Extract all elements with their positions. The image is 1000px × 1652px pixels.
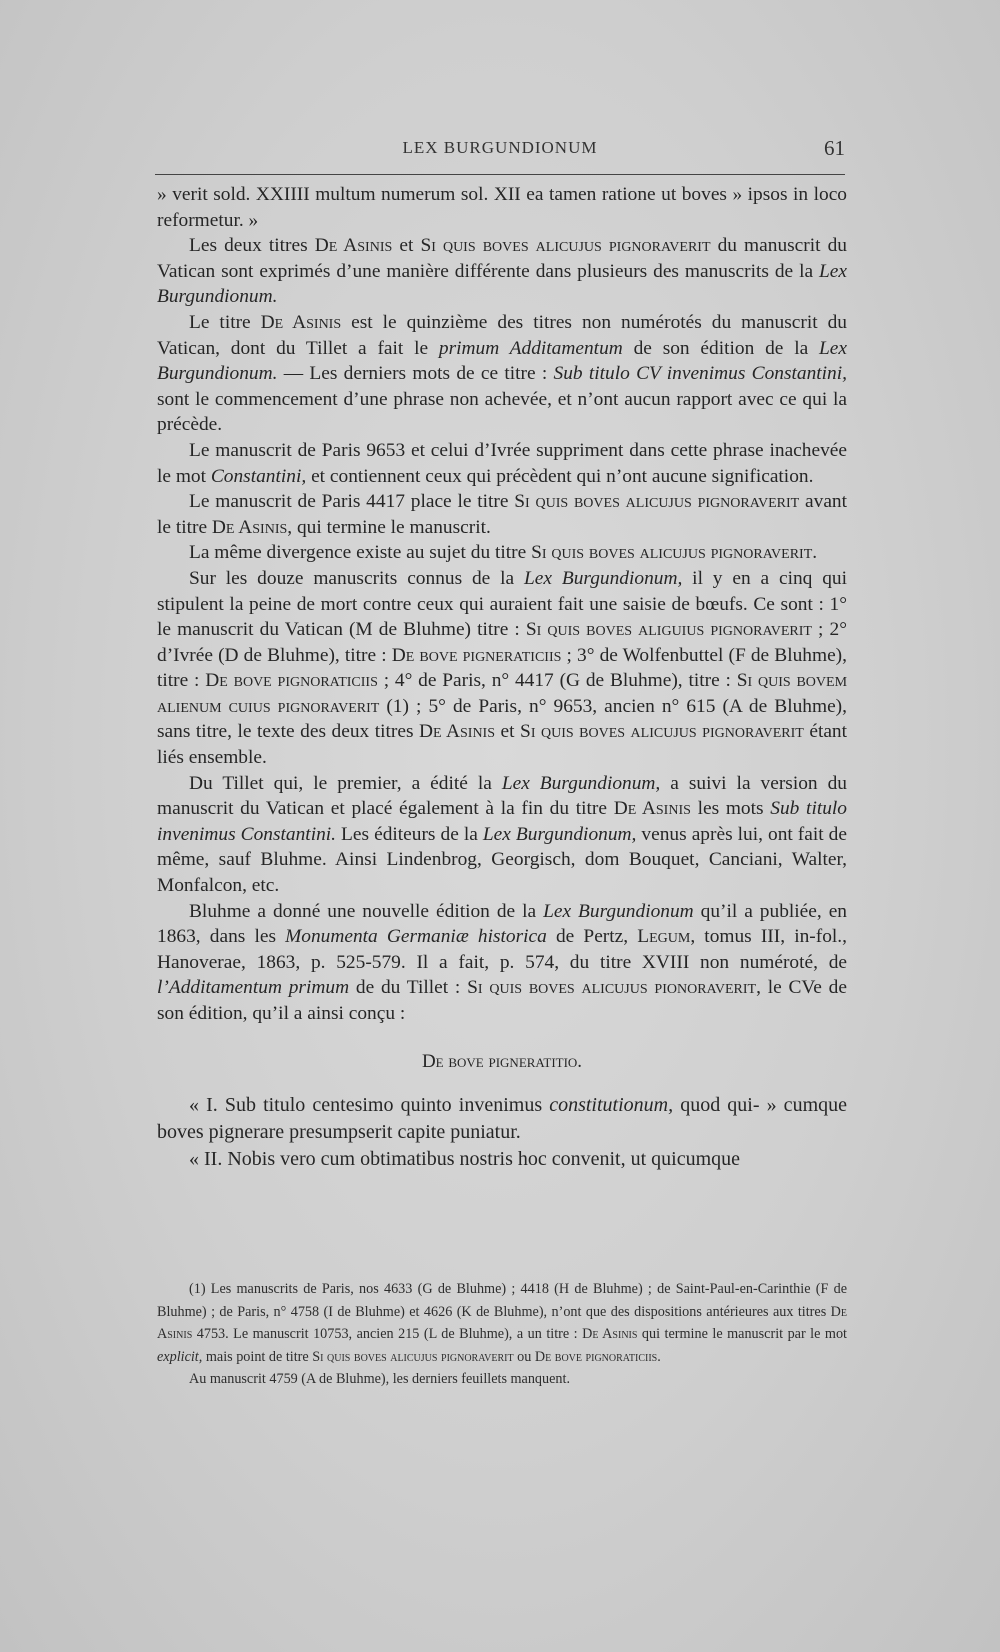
quote-paragraph [157,1146,847,1173]
italic-run: Constantini, [210,465,307,487]
text-run: étant liés ensemble. [157,721,848,769]
small-caps-run: Si quis boves aliguius pignoraverit [525,619,812,641]
footnote [157,1278,847,1368]
italic-run: Lex Burgundionum. [157,337,847,385]
text-run: Bluhme a donné une nouvelle édition de la [189,900,544,922]
small-caps-run: Si quis boves alicujus pionoraverit [467,977,757,999]
text-run: les mots [690,798,771,820]
text-run: est le quinzième des titres non numérotés du manuscrit du Vatican, dont du Tillet a fait le [157,311,848,359]
text-run: (1) Les manuscrits de Paris, nos 4633 (G de Bluhme) ; 4418 (H de Bluhme) ; de Saint-Paul-en-Carinthie (F de Bluhme) ; de Paris, n° 4758 (I de Bluhme) et 4626 (K de Bluhme), n’ont que des dispositions antérieures aux titres [157,1281,847,1320]
body-text [157,182,847,1173]
running-title: LEX BURGUNDIONUM [402,138,598,157]
paragraph [157,233,847,310]
footnote [157,1368,847,1391]
text-run: de son édition de la [622,337,819,359]
italic-run: Lex Burgundionum. [157,260,847,308]
text-run: venus après lui, ont fait de même, sauf Bluhme. Ainsi Lindenbrog, Georgisch, dom Bouquet, Canciani, Walter, Monfalcon, etc. [157,823,847,897]
italic-run: primum Additamentum [438,337,623,359]
text-run: (1) ; 5° de Paris, n° 9653, ancien n° 615 (A de Bluhme), sans titre, le texte des deux titres [157,695,847,743]
text-run: , le CVe de son édition, qu’il a ainsi conçu : [157,977,847,1024]
text-run: . [812,542,818,564]
text-run: 4753. Le manuscrit 10753, ancien 215 (L de Bluhme), a un titre : [192,1326,583,1342]
text-run: ; 3° de Wolfenbuttel (F de Bluhme), titre : [157,644,847,692]
italic-run: Sub titulo invenimus Constantini. [157,798,847,845]
paragraph [157,540,847,566]
small-caps-run: De bove pignoraticiis. [534,1348,661,1365]
text-run: et contiennent ceux qui précèdent qui n’ont aucune signification. [306,465,814,487]
text-run: et [495,721,521,743]
italic-run: Monumenta Germaniæ historica [285,926,547,948]
italic-run: Lex Burgundionum [543,900,694,922]
section-heading [157,1049,847,1075]
text-run: ; 4° de Paris, n° 4417 (G de Bluhme), titre : [377,670,737,692]
text-run: Le manuscrit de Paris 9653 et celui d’Ivrée suppriment dans cette phrase inachevée le mot [157,439,847,487]
text-run: , tomus III, in-fol., Hanoverae, 1863, p. 525-579. Il a fait, p. 574, du titre XVIII non numéroté, de [157,926,847,973]
page-header [155,138,845,172]
paragraph [157,438,847,489]
italic-run: Lex Burgundionum, [524,567,683,589]
small-caps-run: Si quis boves alicujus pignoraverit [531,542,813,564]
italic-run: explicit, [157,1348,203,1365]
small-caps-run: Si quis boves alicujus pignoraverit [420,235,711,257]
text-run: et [392,235,421,257]
text-run: Du Tillet qui, le premier, a édité la [189,772,502,794]
text-run: a suivi la version du manuscrit du Vatican et placé également à la fin du titre [157,772,847,820]
italic-run: l’Additamentum primum [157,977,350,999]
text-run: ou [513,1348,535,1365]
small-caps-run: De Asinis [260,311,342,333]
text-run: Le manuscrit de Paris 4417 place le titre [189,491,515,513]
page-number: 61 [824,136,845,160]
text-run: Au manuscrit 4759 (A de Bluhme), les derniers feuillets manquent. [189,1371,571,1387]
footnotes [157,1278,847,1391]
italic-run: constitutionum, [549,1094,674,1117]
text-run: — Les derniers mots de ce titre : [277,363,554,385]
paragraph [157,566,847,771]
text-run: Les éditeurs de la [336,823,483,845]
text-run: La même divergence existe au sujet du titre [189,542,532,564]
text-run: « I. Sub titulo centesimo quinto invenimus [189,1094,550,1117]
text-run: « II. Nobis vero cum obtimatibus nostris hoc convenit, ut quicumque [189,1148,741,1171]
text-run: du manuscrit du Vatican sont exprimés d’une manière différente dans plusieurs des manuscrits de la [157,235,847,282]
small-caps-run: De Asinis [211,516,288,538]
small-caps-run: Si quis bovem alienum cuius pignoraverit [157,670,848,717]
small-caps-run: De Asinis [613,798,691,820]
text-run: sont le commencement d’une phrase non achevée, et n’ont aucun rapport avec ce qui la précède. [157,388,847,436]
continued-text [157,182,847,233]
text-run: de Pertz, [546,926,638,948]
header-rule [155,174,845,175]
quote-paragraph [157,1092,847,1146]
small-caps-run: De Asinis [419,721,496,743]
small-caps-run: Legum [637,926,691,948]
text-run: Le titre [189,311,261,333]
small-caps-run: De Asinis [582,1326,638,1342]
italic-run: Lex Burgundionum, [482,823,637,845]
text-run: quod qui- » cumque boves pignerare presumpserit capite puniatur. [157,1094,847,1144]
paragraph [157,771,847,899]
small-caps-run: De bove pignoraticiis [205,670,378,692]
text-run: » verit sold. XXIIII multum numerum sol. XII ea tamen ratione ut boves » ipsos in loco reformetur. » [157,184,847,231]
small-caps-run: Si quis boves alicujus pignoraverit [312,1348,514,1365]
small-caps-run: De Asinis [157,1303,847,1342]
small-caps-run: Si quis boves alicujus pignoraverit [514,491,800,513]
small-caps-run: Si quis boves alicujus pignoraverit [520,721,804,743]
paragraph [157,489,847,540]
italic-run: Lex Burgundionum, [501,772,661,794]
text-run: qui termine le manuscrit par le mot [637,1326,847,1342]
text-run: Les deux titres [189,235,315,257]
italic-run: Sub titulo CV invenimus Constantini, [553,363,847,385]
text-run: Sur les douze manuscrits connus de la [189,567,524,589]
small-caps-run: De Asinis [314,235,393,257]
text-run: avant le titre [157,491,848,538]
text-run: mais point de titre [202,1348,313,1365]
paragraph [157,310,847,438]
small-caps-run: De bove pigneraticiis [391,644,562,666]
text-run: ; 2° d’Ivrée (D de Bluhme), titre : [157,619,847,666]
text-run: il y en a cinq qui stipulent la peine de mort contre ceux qui auraient fait une saisie de bœufs. Ce sont : 1° le manuscrit du Vatican (M de Bluhme) titre : [157,567,847,641]
text-run: qu’il a publiée, en 1863, dans les [157,900,848,948]
text-run: , qui termine le manuscrit. [287,516,491,538]
text-run: De bove pigneratitio. [421,1050,583,1072]
paragraph [157,899,847,1027]
text-run: de du Tillet : [349,977,468,999]
